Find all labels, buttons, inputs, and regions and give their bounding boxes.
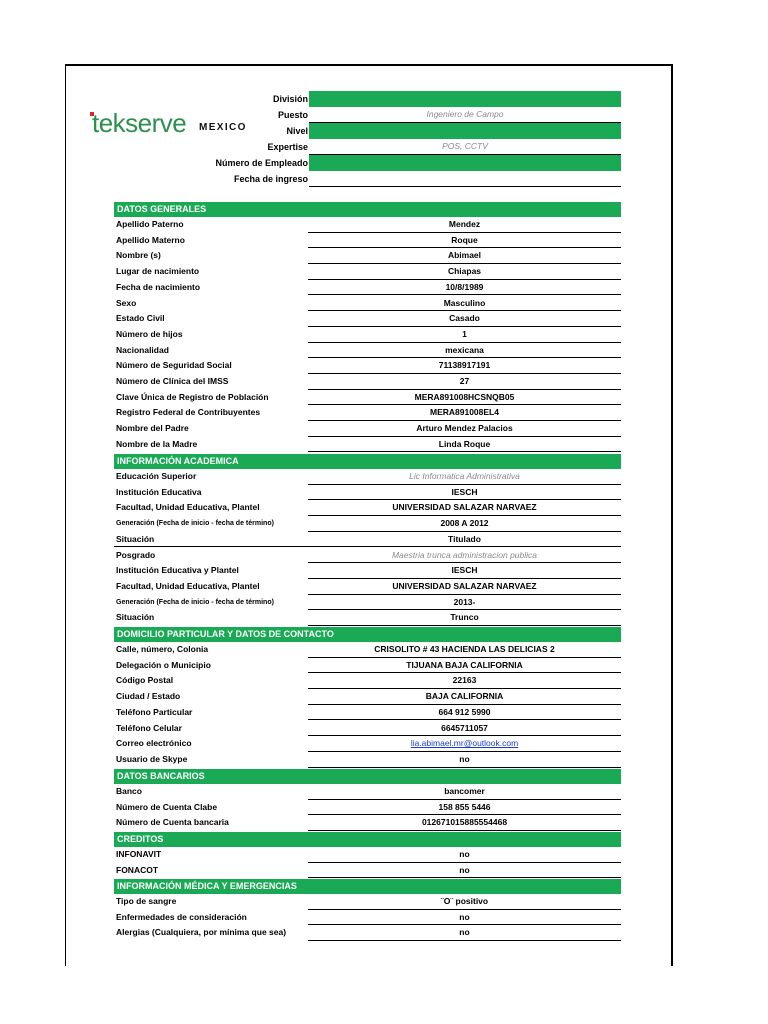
header-row-nivel	[180, 123, 621, 139]
form-row	[114, 311, 621, 327]
row-label: INFONAVIT	[116, 849, 162, 859]
form-row	[114, 721, 621, 737]
row-label: Situación	[116, 612, 155, 623]
row-label: Posgrado	[116, 549, 156, 560]
form-row	[114, 437, 621, 453]
form-row	[114, 248, 621, 264]
field-value[interactable]	[309, 123, 621, 139]
row-label: Generación (Fecha de inicio - fecha de término)	[116, 598, 274, 606]
form-row	[114, 658, 621, 674]
row-label: Facultad, Unidad Educativa, Plantel	[116, 502, 260, 513]
row-label: Código Postal	[116, 675, 174, 686]
field-value[interactable]: POS, CCTV	[309, 139, 621, 155]
form-row	[114, 579, 621, 595]
row-label: Ciudad / Estado	[116, 691, 181, 702]
form-row	[114, 280, 621, 296]
header-row-numero-empleado	[180, 155, 621, 171]
form-row	[114, 516, 621, 532]
section-header-informacion-academica: INFORMACIÓN ACADEMICA	[114, 454, 621, 469]
row-value[interactable]: Linda Roque	[308, 437, 621, 453]
row-label: Estado Civil	[116, 313, 165, 324]
row-value[interactable]: Mendez	[308, 217, 621, 233]
row-label: Generación (Fecha de inicio - fecha de término)	[116, 520, 274, 528]
row-value[interactable]: Lic Informatica Administrativa	[308, 469, 621, 485]
row-value[interactable]: bancomer	[308, 784, 621, 800]
row-value[interactable]: 1	[308, 327, 621, 343]
row-value[interactable]: Masculino	[308, 296, 621, 312]
form-row	[114, 610, 621, 626]
form-row	[114, 469, 621, 485]
row-value[interactable]: 664 912 5990	[308, 705, 621, 721]
row-value[interactable]: IESCH	[308, 563, 621, 579]
header-row-puesto	[180, 107, 621, 123]
row-label: Delegación o Municipio	[116, 659, 211, 670]
field-value[interactable]: Ingeniero de Campo	[309, 107, 621, 123]
row-value[interactable]: mexicana	[308, 343, 621, 359]
logo-region: MEXICO	[199, 122, 247, 133]
row-value[interactable]: 6645711057	[308, 721, 621, 737]
section-header-datos-generales: DATOS GENERALES	[114, 202, 621, 217]
row-label: Registro Federal de Contribuyentes	[116, 407, 261, 418]
form-row	[114, 815, 621, 831]
row-label: Teléfono Particular	[116, 706, 193, 717]
form-row	[114, 736, 621, 752]
form-row	[114, 705, 621, 721]
row-label: Fecha de nacimiento	[116, 281, 201, 292]
form-row	[114, 894, 621, 910]
field-value[interactable]	[309, 155, 621, 171]
row-label: Teléfono Celular	[116, 722, 182, 733]
form-row	[114, 800, 621, 816]
row-label: Correo electrónico	[116, 738, 192, 749]
logo-brand: tekserve	[92, 108, 187, 138]
row-label: Número de hijos	[116, 328, 183, 339]
form-row	[114, 374, 621, 390]
row-label: Situación	[116, 533, 155, 544]
row-label: Tipo de sangre	[116, 896, 177, 906]
row-label: Apellido Paterno	[116, 219, 184, 229]
row-label: Sexo	[116, 297, 137, 308]
row-value[interactable]: MERA891008HCSNQB05	[308, 390, 621, 406]
row-value[interactable]: 158 855 5446	[308, 800, 621, 816]
form-row	[114, 925, 621, 941]
row-value[interactable]: 10/8/1989	[308, 280, 621, 296]
row-value[interactable]: ¨O¨ positivo	[308, 894, 621, 910]
field-label: Nivel	[286, 126, 308, 136]
row-label: Número de Cuenta bancaria	[116, 817, 229, 828]
row-label: Institución Educativa	[116, 486, 202, 497]
form-row	[114, 264, 621, 280]
row-value[interactable]: Titulado	[308, 532, 621, 548]
row-label: Número de Seguridad Social	[116, 360, 232, 371]
row-label: FONACOT	[116, 864, 159, 875]
row-value[interactable]: no	[308, 847, 621, 863]
form-row	[114, 327, 621, 343]
header-row-expertise	[180, 139, 621, 155]
row-value[interactable]: no	[308, 752, 621, 768]
form-row	[114, 689, 621, 705]
form-row	[114, 343, 621, 359]
row-value[interactable]: no	[308, 910, 621, 926]
field-label: Expertise	[267, 142, 308, 152]
form-row	[114, 673, 621, 689]
form-row	[114, 642, 621, 658]
form-row	[114, 784, 621, 800]
form-row	[114, 752, 621, 768]
row-value[interactable]: no	[308, 863, 621, 879]
field-label: Puesto	[277, 110, 308, 120]
row-label: Alergias (Cualquiera, por mínima que sea)	[116, 927, 287, 938]
form-row	[114, 863, 621, 879]
row-value[interactable]: UNIVERSIDAD SALAZAR NARVAEZ	[308, 579, 621, 595]
form-row	[114, 595, 621, 611]
section-header-datos-bancarios: DATOS BANCARIOS	[114, 769, 621, 784]
form-row	[114, 390, 621, 406]
section-header-creditos: CREDITOS	[114, 832, 621, 847]
row-label: Nacionalidad	[116, 344, 169, 355]
field-value[interactable]	[309, 171, 621, 187]
form-row	[114, 500, 621, 516]
row-label: Educación Superior	[116, 471, 197, 481]
row-label: Enfermedades de consideración	[116, 911, 247, 922]
row-label: Lugar de nacimiento	[116, 266, 200, 277]
row-label: Número de Clínica del IMSS	[116, 376, 229, 386]
row-value[interactable]: CRISOLITO # 43 HACIENDA LAS DELICIAS 2	[308, 642, 621, 658]
row-value[interactable]: 2008 A 2012	[308, 516, 621, 532]
row-value[interactable]: 2013-	[308, 595, 621, 611]
row-label: Apellido Materno	[116, 234, 185, 245]
row-value[interactable]: Casado	[308, 311, 621, 327]
row-value[interactable]: 27	[308, 374, 621, 390]
row-value[interactable]: Arturo Mendez Palacios	[308, 421, 621, 437]
section-header-informacion-medica: INFORMACIÓN MÉDICA Y EMERGENCIAS	[114, 879, 621, 894]
field-label: Fecha de ingreso	[233, 174, 308, 184]
row-label: Clave Única de Registro de Población	[116, 391, 269, 402]
row-label: Número de Cuenta Clabe	[116, 801, 218, 812]
row-value[interactable]: 012671015885554468	[308, 815, 621, 831]
row-value[interactable]: Roque	[308, 233, 621, 249]
form-row	[114, 532, 621, 548]
form-row	[114, 421, 621, 437]
form-row	[114, 405, 621, 421]
form-row	[114, 910, 621, 926]
row-value[interactable]: UNIVERSIDAD SALAZAR NARVAEZ	[308, 500, 621, 516]
row-label: Nombre del Padre	[116, 423, 189, 434]
field-label: Número de Empleado	[215, 158, 308, 168]
row-label: Nombre de la Madre	[116, 438, 198, 449]
row-value[interactable]: MERA891008EL4	[308, 405, 621, 421]
row-label: Nombre (s)	[116, 250, 161, 261]
row-value[interactable]: Maestria trunca administracion publica	[308, 548, 621, 564]
row-value[interactable]: Chiapas	[308, 264, 621, 280]
row-value[interactable]: BAJA CALIFORNIA	[308, 689, 621, 705]
header-row-fecha-ingreso	[180, 171, 621, 187]
row-label: Calle, número, Colonia	[116, 644, 209, 654]
field-value[interactable]	[309, 91, 621, 107]
form-row	[114, 233, 621, 249]
email-link[interactable]: lia.abimael.mr@outlook.com	[308, 736, 621, 752]
form-row	[114, 485, 621, 501]
row-value[interactable]: no	[308, 925, 621, 941]
row-value[interactable]: 71138917191	[308, 358, 621, 374]
field-label: División	[272, 94, 308, 104]
row-value[interactable]: IESCH	[308, 485, 621, 501]
form-row	[114, 847, 621, 863]
form-row	[114, 296, 621, 312]
row-label: Usuario de Skype	[116, 753, 188, 764]
row-label: Banco	[116, 786, 142, 796]
row-value[interactable]: TIJUANA BAJA CALIFORNIA	[308, 658, 621, 674]
header-row-division	[180, 91, 621, 107]
form-row	[114, 548, 621, 564]
row-label: Institución Educativa y Plantel	[116, 565, 239, 576]
form-row	[114, 563, 621, 579]
row-value[interactable]: 22163	[308, 673, 621, 689]
row-label: Facultad, Unidad Educativa, Plantel	[116, 580, 260, 591]
row-value[interactable]: Abimael	[308, 248, 621, 264]
form-row	[114, 217, 621, 233]
form-row	[114, 358, 621, 374]
section-header-domicilio: DOMICILIO PARTICULAR Y DATOS DE CONTACTO	[114, 627, 621, 642]
row-value[interactable]: Trunco	[308, 610, 621, 626]
